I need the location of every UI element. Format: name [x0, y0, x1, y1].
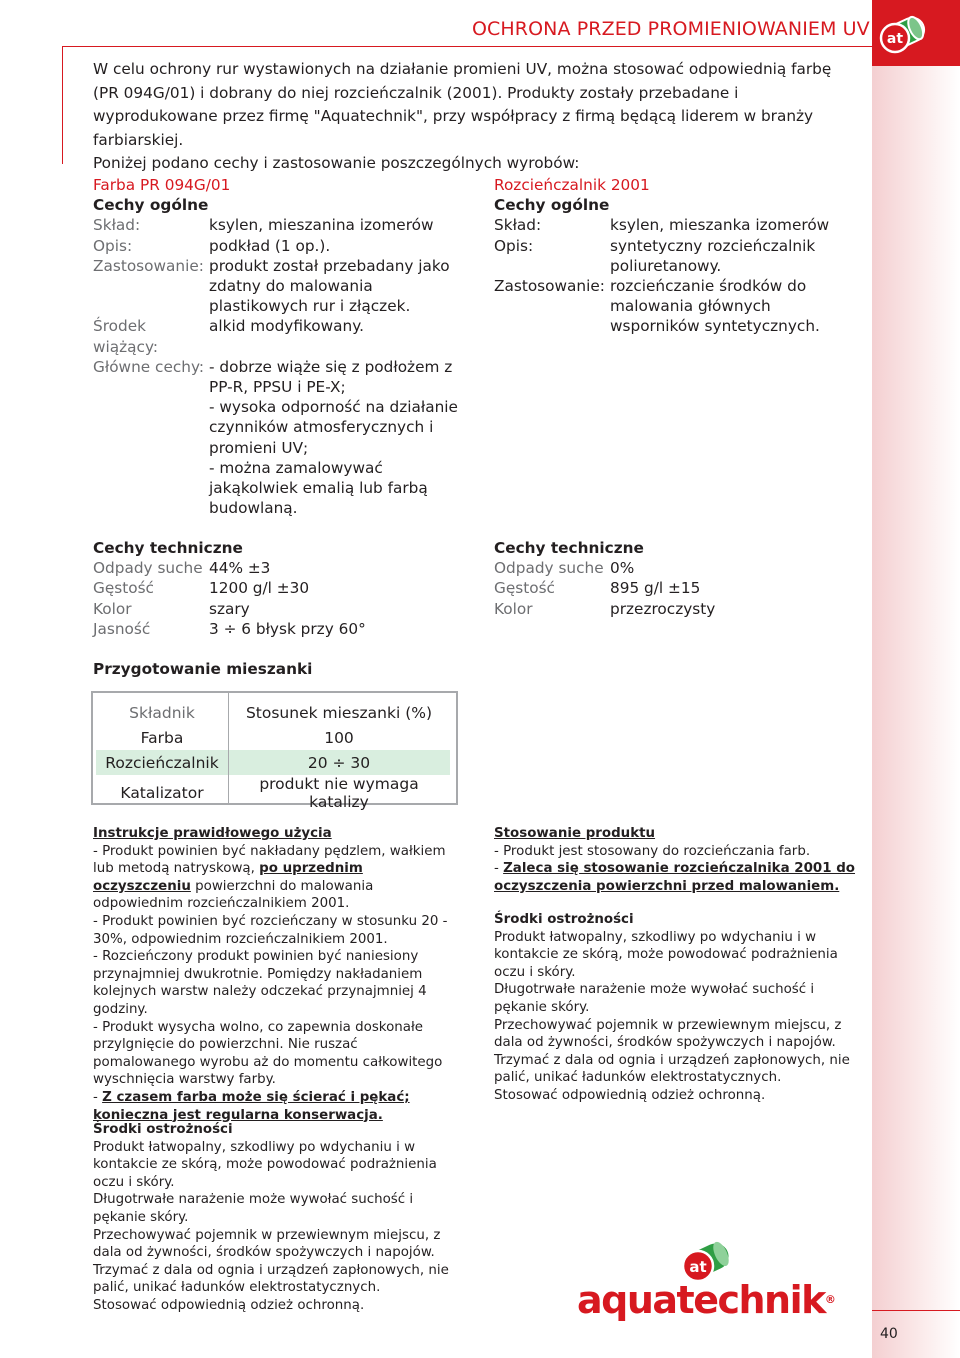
header-rule — [62, 46, 872, 47]
instruction-item: - Produkt powinien być rozcieńczany w stosunku 20 - 30%, odpowiednim rozcieńczalnikiem 2001. — [93, 913, 448, 947]
instructions-section — [93, 825, 463, 1124]
tech-row: Gęstość 1200 g/l ±30 — [93, 579, 310, 598]
thinner-tech-heading: Cechy techniczne — [494, 539, 644, 557]
safety-line: Trzymać z dala od ognia i urządzeń zapłonowych, nie palić, unikać ładunków elektrostatycznych. — [93, 1262, 449, 1296]
usage-item: - Zaleca się stosowanie rozcieńczalnika 2001 do oczyszczenia powierzchni przed malowaniem. — [494, 861, 856, 894]
table-row — [96, 750, 450, 775]
thinner-row: Opis: syntetyczny rozcieńczalnik poliuretanowy. — [494, 236, 816, 275]
safety-line: Długotrwałe narażenie może wywołać suchość i pękanie skóry. — [93, 1192, 414, 1225]
table-header-row — [96, 700, 450, 725]
safety-line: Przechowywać pojemnik w przewiewnym miejscu, z dala od żywności, środków spożywczych i napojów. — [93, 1227, 441, 1261]
tech-row: Odpady suche 44% ±3 — [93, 559, 271, 578]
tech-row: Jasność 3 ÷ 6 błysk przy 60° — [93, 619, 366, 638]
thinner-title: Rozcieńczalnik 2001 — [494, 176, 650, 194]
aquatechnik-badge-icon — [877, 8, 929, 60]
paint-general-heading: Cechy ogólne — [93, 196, 209, 215]
table-cell: produkt nie wymaga katalizy — [259, 775, 419, 811]
safety-heading: Środki ostrożności — [93, 1122, 233, 1137]
safety-line: Długotrwałe narażenie może wywołać suchość i pękanie skóry. — [494, 982, 815, 1015]
table-cell: Farba — [140, 728, 184, 747]
page-title: OCHRONA PRZED PROMIENIOWANIEM UV — [472, 18, 870, 40]
paint-section — [93, 175, 473, 518]
paint-tech-section — [93, 538, 453, 639]
paint-title: Farba PR 094G/01 — [93, 176, 231, 194]
table-cell: Rozcieńczalnik — [105, 753, 219, 772]
safety-line: Stosować odpowiednią odzież ochronną. — [93, 1297, 365, 1313]
page-number: 40 — [880, 1326, 898, 1342]
thinner-row: Zastosowanie: rozcieńczanie środków do malowania głównych wsporników syntetycznych. — [494, 277, 820, 336]
intro-paragraph: W celu ochrony rur wystawionych na działanie promieni UV, można stosować odpowiednią farbę (PR 094G/01) i dobrany do niej rozcieńczalnik (2001). Produkty zostały przebadane i wyprodukowane przez firmę "Aquatechnik", przy współpracy z firmą będącą liderem w branży farbiarskiej. — [93, 60, 832, 149]
logo-badge-text: at — [689, 1258, 707, 1276]
badge-text: at — [886, 31, 904, 47]
paint-row: Opis: podkład (1 op.). — [93, 236, 331, 255]
instruction-item: - Z czasem farba może się ścierać i pękać; konieczna jest regularna konserwacja. — [93, 1089, 410, 1123]
paint-row: Środek wiążący: alkid modyfikowany. — [93, 317, 364, 356]
thinner-section — [494, 175, 854, 337]
safety-line: Stosować odpowiednią odzież ochronną. — [494, 1087, 766, 1103]
side-gradient-strip — [872, 66, 960, 1358]
thinner-tech-section — [494, 538, 854, 619]
paint-row: Skład: ksylen, mieszanina izomerów — [93, 216, 434, 235]
column-header: Składnik — [129, 703, 195, 722]
paint-row: Główne cechy: - dobrze wiąże się z podłożem z PP-R, PPSU i PE-X; - wysoka odporność na działanie czynników atmosferycznych i promieni UV; - można zamalowywać jakąkolwiek emalią lub farbą budowlaną. — [93, 357, 458, 518]
mix-table — [96, 700, 450, 811]
intro-text — [93, 58, 833, 176]
thinner-general-heading: Cechy ogólne — [494, 196, 610, 215]
footer-rule — [872, 1310, 960, 1311]
safety-line: Przechowywać pojemnik w przewiewnym miejscu, z dala od żywności, środków spożywczych i napojów. — [494, 1017, 842, 1051]
usage-section — [494, 825, 856, 895]
paint-row: Zastosowanie: produkt został przebadany jako zdatny do malowania plastikowych rur i złączek. — [93, 256, 450, 316]
table-cell: 100 — [324, 728, 354, 747]
usage-heading: Stosowanie produktu — [494, 826, 656, 841]
tech-row: Odpady suche 0% — [494, 559, 635, 578]
safety-right-section — [494, 911, 856, 1105]
instruction-item: - Produkt powinien być nakładany pędzlem, wałkiem lub metodą natryskową, po uprzednim oczyszczeniu powierzchni do malowania odpowiednim rozcieńczalnikiem 2001. — [93, 843, 446, 912]
safety-line: Trzymać z dala od ognia i urządzeń zapłonowych, nie palić, unikać ładunków elektrostatycznych. — [494, 1052, 850, 1086]
table-cell: 20 ÷ 30 — [307, 753, 371, 772]
paint-tech-heading: Cechy techniczne — [93, 539, 243, 557]
tech-row: Kolor szary — [93, 599, 250, 618]
table-cell: Katalizator — [120, 784, 204, 802]
instruction-item: - Rozcieńczony produkt powinien być naniesiony przynajmniej dwukrotnie. Pomiędzy nakładaniem kolejnych warstw należy odczekać przynajmniej 4 godziny. — [93, 949, 427, 1017]
safety-heading: Środki ostrożności — [494, 912, 634, 927]
safety-line: Produkt łatwopalny, szkodliwy po wdychaniu i w kontakcie ze skórą, może powodować podrażnienia oczu i skóry. — [494, 929, 838, 980]
thinner-row: Skład: ksylen, mieszanka izomerów — [494, 216, 830, 235]
column-header: Stosunek mieszanki (%) — [245, 703, 433, 722]
safety-line: Produkt łatwopalny, szkodliwy po wdychaniu i w kontakcie ze skórą, może powodować podrażnienia oczu i skóry. — [93, 1139, 437, 1190]
table-row — [96, 775, 450, 811]
brand-wordmark: aquatechnik® — [577, 1278, 836, 1322]
tech-row: Gęstość 895 g/l ±15 — [494, 579, 701, 598]
table-row — [96, 725, 450, 750]
intro-lead: Poniżej podano cechy i zastosowanie poszczególnych wyrobów: — [93, 154, 580, 172]
tech-row: Kolor przezroczysty — [494, 599, 716, 618]
safety-left-section — [93, 1121, 463, 1315]
usage-item: - Produkt jest stosowany do rozcieńczania farb. — [494, 843, 811, 859]
table-column-divider — [228, 693, 229, 803]
intro-side-rule — [62, 46, 63, 164]
instruction-item: - Produkt wysycha wolno, co zapewnia doskonałe przylgnięcie do powierzchni. Nie ruszać pomalowanego wyrobu aż do momentu całkowitego wyschnięcia warstwy farby. — [93, 1019, 443, 1088]
instructions-heading: Instrukcje prawidłowego użycia — [93, 826, 332, 841]
mix-heading: Przygotowanie mieszanki — [93, 660, 313, 678]
